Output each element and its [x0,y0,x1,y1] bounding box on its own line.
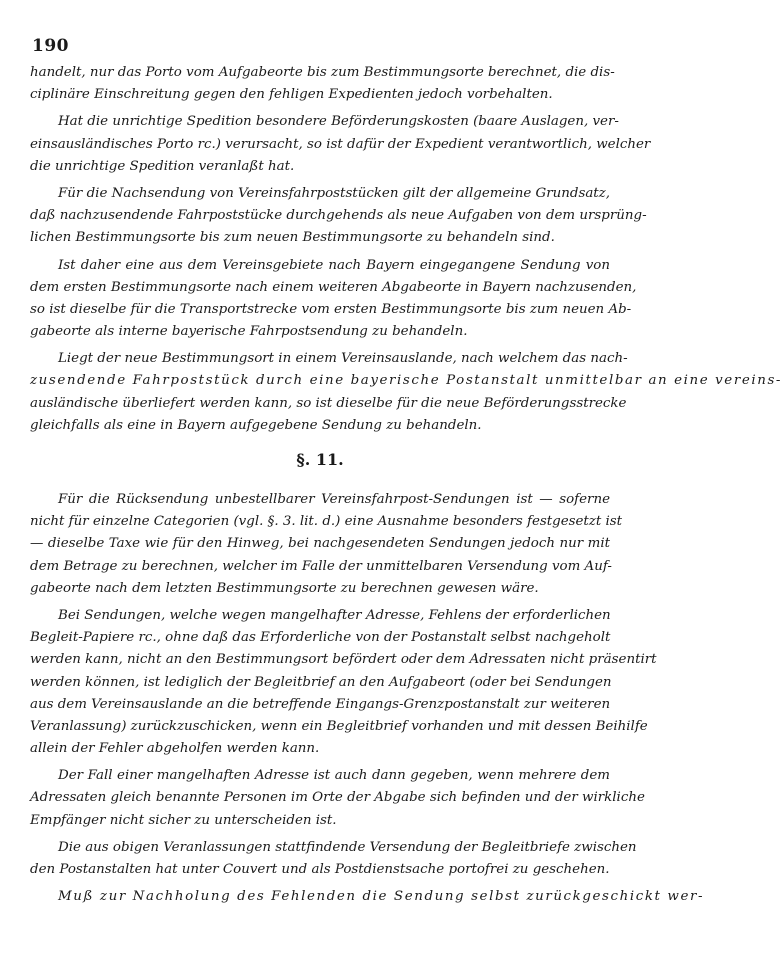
text-line: aus dem Vereinsauslande an die betreffende Eingangs-Grenzpostanstalt zur weiteren [30,696,611,712]
text-line: handelt, nur das Porto vom Aufgabeorte bis zum Bestimmungsorte berechnet, die dis- [30,65,615,80]
text-line: werden kann, nicht an den Bestimmungsort befördert oder dem Adressaten nicht präsentirt [30,652,657,668]
text-line: die unrichtige Spedition veranlaßt hat. [30,158,295,174]
text-line: Hat die unrichtige Spedition besondere Beförderungskosten (baare Auslagen, ver- [58,114,619,130]
text-line: Die aus obigen Veranlassungen stattfindende Versendung der Begleitbriefe zwischen [58,839,637,855]
text-line: ciplinäre Einschreitung gegen den fehligen Expedienten jedoch vorbehalten. [30,87,553,103]
text-line: einsausländisches Porto rc.) verursacht, so ist dafür der Expedient verantwortlich, welcher [30,136,651,152]
section-heading: §. 11. [296,450,344,469]
text-line: daß nachzusendende Fahrpoststücke durchgehends als neue Aufgaben von dem ursprüng- [30,208,647,224]
text-line: Begleit-Papiere rc., ohne daß das Erforderliche von der Postanstalt selbst nachgeholt [30,630,611,646]
text-line: dem ersten Bestimmungsorte nach einem weiteren Abgabeorte in Bayern nachzusenden, [30,279,637,295]
text-line: gabeorte nach dem letzten Bestimmungsorte zu berechnen gewesen wäre. [30,580,539,596]
text-line: lichen Bestimmungsorte bis zum neuen Bestimmungsorte zu behandeln sind. [30,230,555,246]
text-line: allein der Fehler abgeholfen werden kann. [30,741,320,757]
text-line: gleichfalls als eine in Bayern aufgegebene Sendung zu behandeln. [30,417,482,433]
text-line: Für die Rücksendung unbestellbarer Vereinsfahrpost-Sendungen ist — soferne [58,492,610,507]
page-number: 190 [32,36,69,56]
text-line: Für die Nachsendung von Vereinsfahrpoststücken gilt der allgemeine Grundsatz, [58,185,610,201]
text-line: Veranlassung) zurückzuschicken, wenn ein Begleitbrief vorhanden und mit dessen Beihilfe [30,718,648,734]
text-line: werden können, ist lediglich der Begleitbrief an den Aufgabeort (oder bei Sendungen [30,674,612,690]
text-line: ausländische überliefert werden kann, so ist dieselbe für die neue Beförderungsstrecke [30,395,627,411]
text-line: — dieselbe Taxe wie für den Hinweg, bei nachgesendeten Sendungen jedoch nur mit [30,536,610,552]
text-line: Der Fall einer mangelhaften Adresse ist auch dann gegeben, wenn mehrere dem [58,768,610,784]
text-line: so ist dieselbe für die Transportstrecke vom ersten Bestimmungsorte bis zum neuen Ab- [30,301,632,317]
text-line: den Postanstalten hat unter Couvert und als Postdienstsache portofrei zu geschehen. [30,862,610,877]
text-line: Muß zur Nachholung des Fehlenden die Sendung selbst zurückgeschickt wer- [58,889,705,905]
text-line: Liegt der neue Bestimmungsort in einem Vereinsauslande, nach welchem das nach- [58,351,628,367]
text-line: Bei Sendungen, welche wegen mangelhafter Adresse, Fehlens der erforderlichen [58,607,611,623]
body-text [30,62,782,908]
text-line: gabeorte als interne bayerische Fahrpostsendung zu behandeln. [30,324,468,340]
text-line: Adressaten gleich benannte Personen im Orte der Abgabe sich befinden und der wirkliche [30,790,645,806]
text-line: dem Betrage zu berechnen, welcher im Falle der unmittelbaren Versendung vom Auf- [30,558,612,574]
text-line: nicht für einzelne Categorien (vgl. §. 3. lit. d.) eine Ausnahme besonders festgesetzt ist [30,514,623,530]
text-line: Ist daher eine aus dem Vereinsgebiete nach Bayern eingegangene Sendung von [58,257,610,273]
text-line: zusendende Fahrpoststück durch eine bayerische Postanstalt unmittelbar an eine vereins- [30,373,782,389]
text-line: Empfänger nicht sicher zu unterscheiden ist. [30,812,337,828]
